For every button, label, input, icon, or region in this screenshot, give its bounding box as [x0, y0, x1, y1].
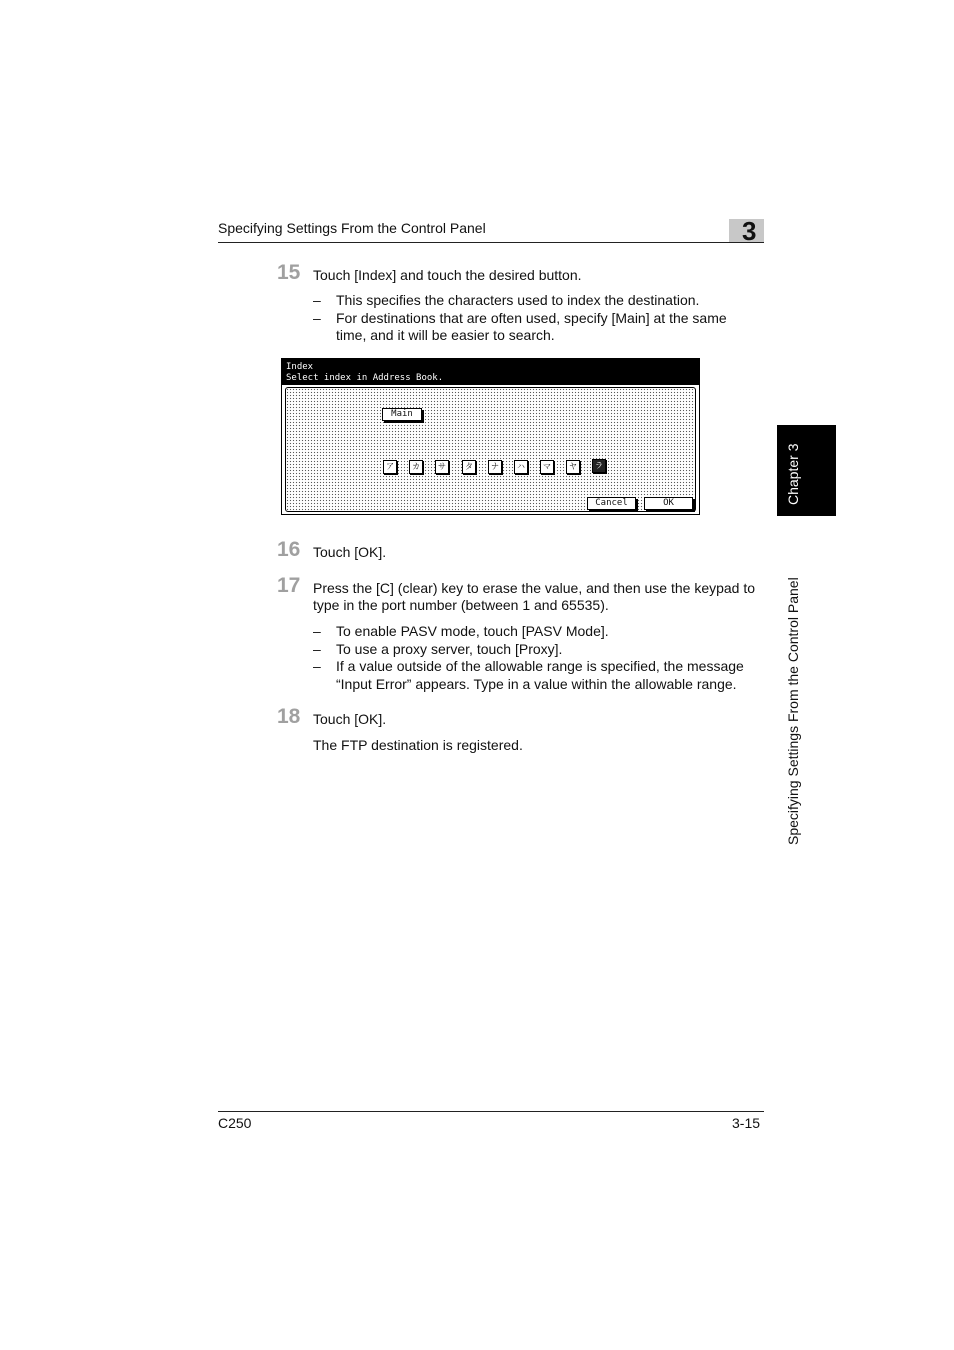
index-button-ta[interactable]: タ: [462, 460, 476, 474]
bullet-text: If a value outside of the allowable range is specified, the message: [336, 658, 744, 674]
index-button-na[interactable]: ナ: [488, 460, 502, 474]
chapter-number: 3: [742, 216, 757, 246]
step-number: 15: [277, 261, 301, 284]
step-number: 18: [277, 705, 301, 728]
side-section-label: Specifying Settings From the Control Panel: [785, 577, 801, 845]
bullet-dash: –: [313, 292, 321, 308]
footer-rule: [218, 1111, 764, 1112]
screen-title-bar: [282, 359, 699, 385]
step-result: The FTP destination is registered.: [313, 737, 523, 753]
index-button-ra[interactable]: ラ: [592, 459, 606, 473]
ok-button[interactable]: OK: [644, 497, 693, 510]
step-text: Touch [Index] and touch the desired button.: [313, 267, 582, 283]
index-button-ma[interactable]: マ: [540, 460, 554, 474]
running-header-title: Specifying Settings From the Control Panel: [218, 220, 486, 236]
footer-model: C250: [218, 1115, 252, 1131]
bullet-text: To enable PASV mode, touch [PASV Mode].: [336, 623, 609, 639]
screen-subtitle: Select index in Address Book.: [286, 373, 444, 383]
screen-panel: [285, 387, 696, 512]
bullet-dash: –: [313, 623, 321, 639]
step-text: Touch [OK].: [313, 544, 387, 560]
index-button-a[interactable]: ア: [383, 460, 397, 474]
bullet-dash: –: [313, 658, 321, 674]
header-rule: [218, 242, 764, 243]
step-text-continued: type in the port number (between 1 and 65535).: [313, 597, 609, 613]
bullet-text-continued: time, and it will be easier to search.: [336, 327, 555, 343]
step-number: 16: [277, 538, 301, 561]
footer-page-number: 3-15: [732, 1115, 761, 1131]
bullet-text: For destinations that are often used, specify [Main] at the same: [336, 310, 727, 326]
bullet-dash: –: [313, 641, 321, 657]
bullet-text-continued: “Input Error” appears. Type in a value within the allowable range.: [336, 676, 737, 692]
step-text: Touch [OK].: [313, 711, 387, 727]
cancel-button[interactable]: Cancel: [587, 497, 636, 510]
screen-title: Index: [286, 362, 314, 372]
index-button-ka[interactable]: カ: [409, 460, 423, 474]
index-button-ya[interactable]: ヤ: [566, 460, 580, 474]
bullet-text: To use a proxy server, touch [Proxy].: [336, 641, 563, 657]
main-button[interactable]: Main: [382, 408, 422, 421]
side-chapter-label: Chapter 3: [785, 443, 801, 505]
index-button-sa[interactable]: サ: [435, 460, 449, 474]
index-button-ha[interactable]: ハ: [514, 460, 528, 474]
bullet-dash: –: [313, 310, 321, 326]
index-screen: [281, 358, 700, 515]
step-text: Press the [C] (clear) key to erase the value, and then use the keypad to: [313, 580, 756, 596]
step-number: 17: [277, 574, 301, 597]
bullet-text: This specifies the characters used to index the destination.: [336, 292, 700, 308]
